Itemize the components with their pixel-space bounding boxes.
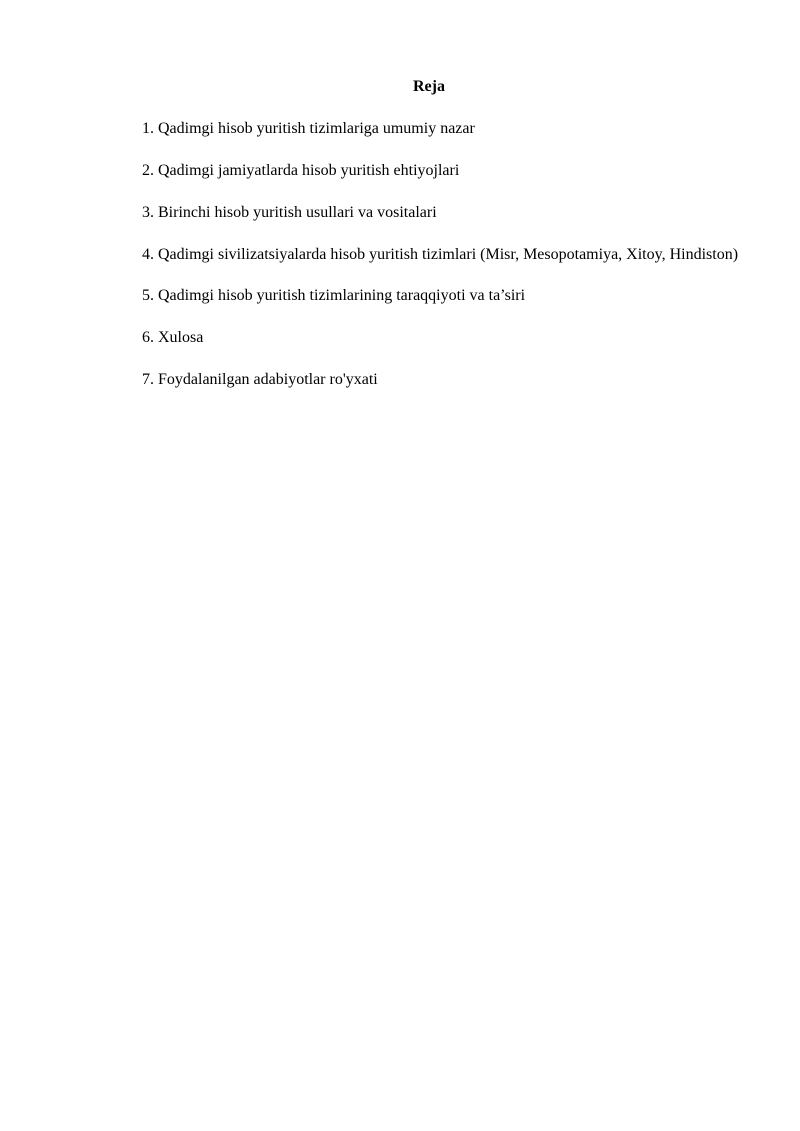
plan-item-4: 4. Qadimgi sivilizatsiyalarda hisob yuritish tizimlari (Misr, Mesopotamiya, Xitoy, Hindiston) (142, 246, 739, 263)
plan-item-7: 7. Foydalanilgan adabiyotlar ro'yxati (142, 371, 378, 388)
plan-item-1: 1. Qadimgi hisob yuritish tizimlariga umumiy nazar (142, 120, 475, 137)
page-title: Reja (413, 78, 445, 95)
page-content (116, 76, 742, 411)
plan-item-5: 5. Qadimgi hisob yuritish tizimlarining taraqqiyoti va ta’siri (142, 287, 526, 304)
plan-item-3: 3. Birinchi hisob yuritish usullari va vositalari (142, 204, 437, 221)
plan-item-2: 2. Qadimgi jamiyatlarda hisob yuritish ehtiyojlari (142, 162, 460, 179)
plan-item-6: 6. Xulosa (142, 329, 204, 346)
